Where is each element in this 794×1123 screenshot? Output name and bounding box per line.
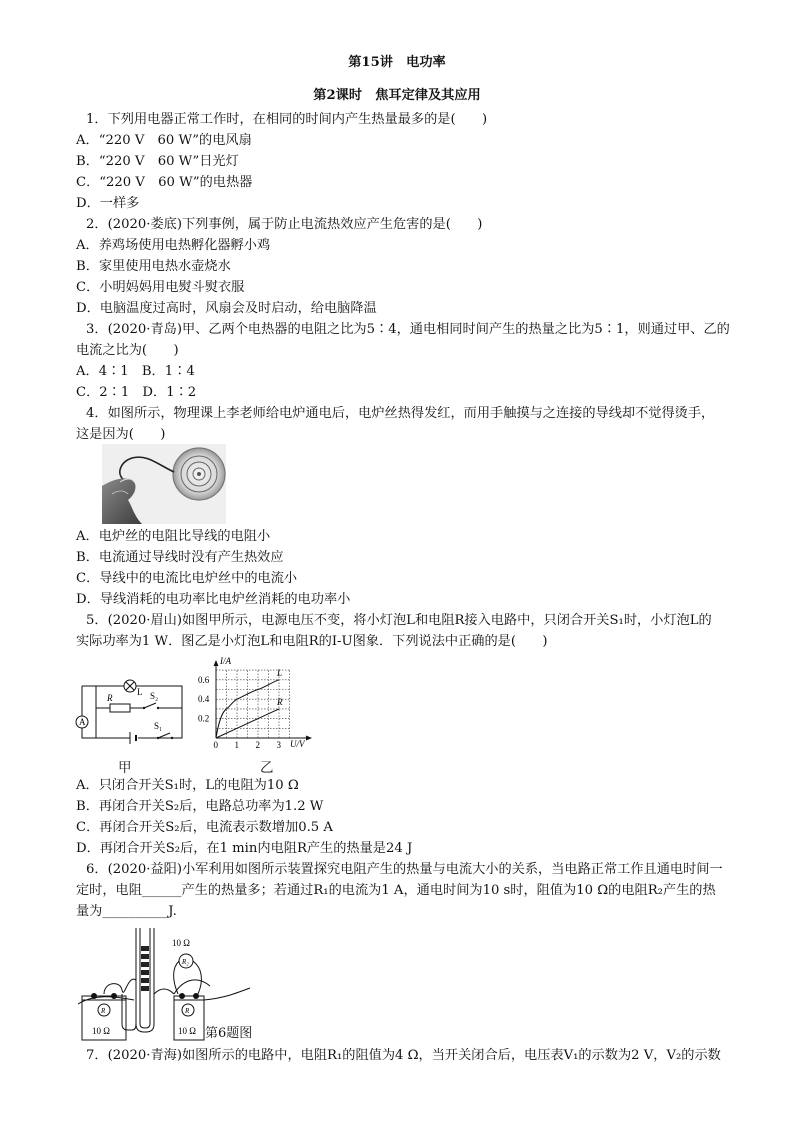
y-tick-label: 0.6 — [198, 674, 210, 685]
q3-options-ab: A．4∶1 B．1∶4 — [76, 364, 195, 379]
top-resistor-value: 10 Ω — [172, 938, 190, 948]
q4-photo — [102, 444, 226, 524]
q5-option-a: A．只闭合开关S₁时，L的电阻为10 Ω — [76, 778, 299, 793]
q5-stem: 5．(2020·眉山)如图甲所示，电源电压不变，将小灯泡L和电阻R接入电路中，只闭合开关S₁时，小灯泡L的 — [86, 613, 712, 628]
switch-s2-icon — [143, 703, 159, 709]
switch-s2-label: S₂ — [150, 691, 159, 701]
left-box-value: 10 Ω — [92, 1026, 110, 1036]
q6-caption: 第6题图 — [205, 1026, 253, 1041]
q2-option-c: C．小明妈妈用电熨斗熨衣服 — [76, 280, 245, 295]
x-tick-label: 0 — [213, 740, 218, 750]
q2-option-b: B．家里使用电热水壶烧水 — [76, 259, 231, 274]
switch-s1-label: S₁ — [154, 721, 163, 731]
q2-option-d: D．电脑温度过高时，风扇会及时启动，给电脑降温 — [76, 301, 377, 316]
q7-stem: 7．(2020·青海)如图所示的电路中，电阻R₁的阻值为4 Ω，当开关闭合后，电压表V₁的示数为2 V，V₂的示数 — [86, 1048, 721, 1063]
q5-caption-right: 乙 — [260, 760, 274, 776]
resistor-label: R — [107, 693, 113, 703]
q6-stem-cont-2: 量为__________J. — [76, 904, 177, 919]
left-resistor-label: R — [101, 1007, 106, 1015]
y-axis-arrow — [214, 660, 219, 666]
graph-xlabel: U/V — [290, 739, 305, 749]
q1-option-b: B．“220 V 60 W”日光灯 — [76, 154, 239, 169]
q3-stem-cont: 电流之比为( ) — [76, 343, 179, 358]
lesson-title: 第2课时 焦耳定律及其应用 — [313, 88, 481, 103]
liquid-column — [141, 946, 149, 991]
q1-stem: 1．下列用电器正常工作时，在相同的时间内产生热量最多的是( ) — [86, 112, 488, 127]
q4-option-b: B．电流通过导线时没有产生热效应 — [76, 550, 284, 565]
q4-option-a: A．电炉丝的电阻比导线的电阻小 — [76, 529, 271, 544]
q5-option-c: C．再闭合开关S₂后，电流表示数增加0.5 A — [76, 820, 333, 835]
ammeter-label: A — [79, 717, 86, 727]
graph-ticks — [198, 675, 282, 750]
q4-option-c: C．导线中的电流比电炉丝中的电流小 — [76, 571, 298, 586]
q5-circuit-diagram — [74, 668, 190, 748]
x-tick-label: 2 — [255, 740, 260, 750]
x-tick-label: 3 — [276, 740, 281, 750]
q6-stem: 6．(2020·益阳)小军利用如图所示装置探究电阻产生的热量与电流大小的关系，当电路正常工作且通电时间一 — [86, 862, 723, 877]
lamp-label: L — [137, 687, 143, 697]
q5-caption-left: 甲 — [118, 760, 132, 776]
right-resistor-label: R — [185, 1007, 190, 1015]
right-box-value: 10 Ω — [178, 1026, 196, 1036]
q5-stem-cont: 实际功率为1 W．图乙是小灯泡L和电阻R的I-U图象．下列说法中正确的是( ) — [76, 634, 548, 649]
graph-series — [216, 668, 283, 738]
q3-stem: 3．(2020·青岛)甲、乙两个电热器的电阻之比为5∶4，通电相同时间产生的热量之比为5∶1，则通过甲、乙的 — [86, 322, 730, 337]
x-tick-label: 1 — [234, 740, 239, 750]
q5-iu-graph — [190, 656, 320, 754]
top-resistor-label: R₂ — [182, 958, 189, 966]
q5-option-d: D．再闭合开关S₂后，在1 min内电阻R产生的热量是24 J — [76, 841, 413, 856]
q5-option-b: B．再闭合开关S₂后，电路总功率为1.2 W — [76, 799, 324, 814]
graph-ylabel: I/A — [220, 656, 231, 666]
lecture-title: 第15讲 电功率 — [348, 55, 446, 70]
q6-stem-cont: 定时，电阻______产生的热量多；若通过R₁的电流为1 A，通电时间为10 s时，阻值为10 Ω的电阻R₂产生的热 — [76, 883, 716, 898]
y-tick-label: 0.4 — [198, 694, 210, 705]
q1-option-a: A．“220 V 60 W”的电风扇 — [76, 133, 252, 148]
q4-option-d: D．导线消耗的电功率比电炉丝消耗的电功率小 — [76, 592, 351, 607]
q3-options-cd: C．2∶1 D．1∶2 — [76, 385, 197, 400]
q1-option-d: D．一样多 — [76, 196, 140, 211]
stove-icon — [173, 448, 225, 500]
resistor-icon — [110, 704, 130, 712]
series-label-R: R — [277, 696, 283, 707]
q4-stem: 4．如图所示，物理课上李老师给电炉通电后，电炉丝热得发红，而用手触摸与之连接的导线却不觉得烫手， — [86, 406, 715, 421]
q1-option-c: C．“220 V 60 W”的电热器 — [76, 175, 253, 190]
q2-option-a: A．养鸡场使用电热孵化器孵小鸡 — [76, 238, 271, 253]
lamp-icon — [124, 680, 136, 692]
y-tick-label: 0.2 — [198, 713, 210, 724]
x-axis-arrow — [306, 736, 312, 741]
q4-stem-cont: 这是因为( ) — [76, 427, 166, 442]
series-label-L: L — [277, 667, 283, 678]
q2-stem: 2．(2020·娄底)下列事例，属于防止电流热效应产生危害的是( ) — [86, 217, 483, 232]
battery-icon — [130, 732, 136, 744]
